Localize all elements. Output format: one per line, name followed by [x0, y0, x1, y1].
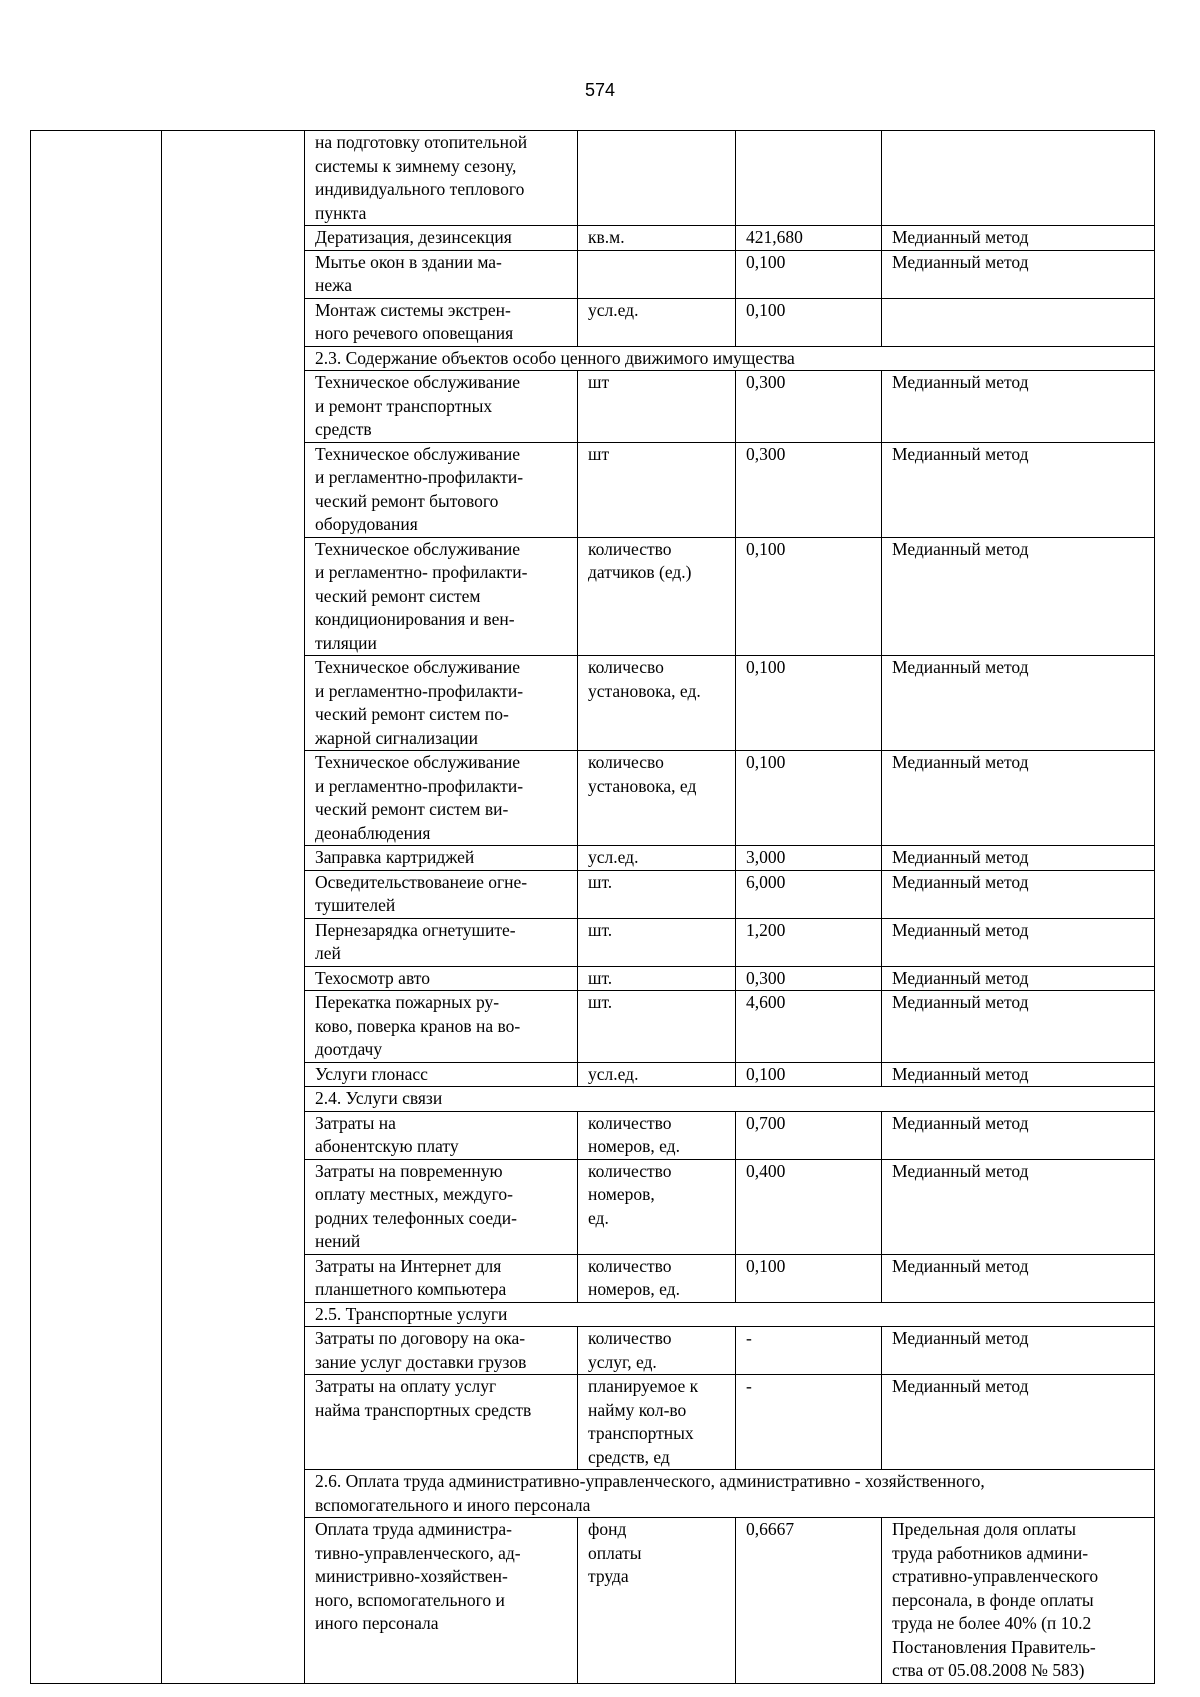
item-name-cell: Затраты на абонентскую плату — [305, 1111, 578, 1159]
unit-cell: кв.м. — [578, 226, 736, 251]
value-cell: - — [736, 1375, 882, 1470]
value-cell: 0,100 — [736, 751, 882, 846]
unit-cell: фонд оплаты труда — [578, 1518, 736, 1684]
section-heading: 2.5. Транспортные услуги — [305, 1302, 1155, 1327]
value-cell: 3,000 — [736, 846, 882, 871]
method-cell — [882, 131, 1155, 226]
item-name-cell: Перекатка пожарных ру- ково, поверка кранов на во- доотдачу — [305, 991, 578, 1063]
value-cell: 0,100 — [736, 298, 882, 346]
method-cell: Медианный метод — [882, 656, 1155, 751]
method-cell: Медианный метод — [882, 371, 1155, 443]
item-name-cell: Затраты на оплату услуг найма транспортных средств — [305, 1375, 578, 1470]
method-cell: Медианный метод — [882, 537, 1155, 656]
section-heading: 2.6. Оплата труда административно-управленческого, административно - хозяйственного, вспомогательного и иного персонала — [305, 1470, 1155, 1518]
unit-cell: усл.ед. — [578, 298, 736, 346]
left-merged-cell-2 — [162, 131, 305, 1684]
item-name-cell: на подготовку отопительной системы к зимнему сезону, индивидуального теплового пункта — [305, 131, 578, 226]
value-cell: 421,680 — [736, 226, 882, 251]
unit-cell: шт. — [578, 918, 736, 966]
page-number: 574 — [584, 80, 616, 100]
value-cell: 6,000 — [736, 870, 882, 918]
value-cell: - — [736, 1327, 882, 1375]
item-name-cell: Пернезарядка огнетушите- лей — [305, 918, 578, 966]
item-name-cell: Техническое обслуживание и регламентно- профилакти- ческий ремонт систем кондиционирования и вен- тиляции — [305, 537, 578, 656]
cost-norms-table — [30, 130, 1155, 1684]
method-cell: Медианный метод — [882, 1111, 1155, 1159]
left-merged-cell-1 — [31, 131, 162, 1684]
method-cell: Медианный метод — [882, 751, 1155, 846]
method-cell: Предельная доля оплаты труда работников админи- стративно-управленческого персонала, в фонде оплаты труда не более 40% (п 10.2 Постановления Правитель- ства от 05.08.2008 № 583) — [882, 1518, 1155, 1684]
item-name-cell: Монтаж системы экстрен- ного речевого оповещания — [305, 298, 578, 346]
unit-cell: количесво установока, ед — [578, 751, 736, 846]
method-cell: Медианный метод — [882, 918, 1155, 966]
item-name-cell: Техническое обслуживание и регламентно-профилакти- ческий ремонт систем по- жарной сигнализации — [305, 656, 578, 751]
value-cell: 0,100 — [736, 1254, 882, 1302]
value-cell: 0,400 — [736, 1159, 882, 1254]
value-cell: 0,6667 — [736, 1518, 882, 1684]
item-name-cell: Техническое обслуживание и регламентно-профилакти- ческий ремонт бытового оборудования — [305, 442, 578, 537]
item-name-cell: Заправка картриджей — [305, 846, 578, 871]
item-name-cell: Дератизация, дезинсекция — [305, 226, 578, 251]
method-cell: Медианный метод — [882, 226, 1155, 251]
table-body — [31, 131, 1155, 1684]
unit-cell: шт — [578, 442, 736, 537]
unit-cell: количество номеров, ед. — [578, 1111, 736, 1159]
unit-cell: шт — [578, 371, 736, 443]
section-heading: 2.3. Содержание объектов особо ценного движимого имущества — [305, 346, 1155, 371]
item-name-cell: Осведительствованеие огне- тушителей — [305, 870, 578, 918]
unit-cell: количество номеров, ед. — [578, 1159, 736, 1254]
method-cell: Медианный метод — [882, 870, 1155, 918]
method-cell: Медианный метод — [882, 1159, 1155, 1254]
unit-cell: шт. — [578, 991, 736, 1063]
item-name-cell: Техническое обслуживание и регламентно-профилакти- ческий ремонт систем ви- деонаблюдения — [305, 751, 578, 846]
unit-cell: планируемое к найму кол-во транспортных средств, ед — [578, 1375, 736, 1470]
unit-cell: количество датчиков (ед.) — [578, 537, 736, 656]
method-cell — [882, 298, 1155, 346]
unit-cell: усл.ед. — [578, 1062, 736, 1087]
method-cell: Медианный метод — [882, 1375, 1155, 1470]
method-cell: Медианный метод — [882, 991, 1155, 1063]
item-name-cell: Техосмотр авто — [305, 966, 578, 991]
value-cell: 0,100 — [736, 250, 882, 298]
unit-cell: количесво установока, ед. — [578, 656, 736, 751]
item-name-cell: Услуги глонасс — [305, 1062, 578, 1087]
value-cell: 1,200 — [736, 918, 882, 966]
value-cell: 0,300 — [736, 371, 882, 443]
value-cell — [736, 131, 882, 226]
value-cell: 0,100 — [736, 537, 882, 656]
unit-cell — [578, 250, 736, 298]
value-cell: 0,100 — [736, 1062, 882, 1087]
unit-cell: шт. — [578, 966, 736, 991]
method-cell: Медианный метод — [882, 1062, 1155, 1087]
unit-cell: количество услуг, ед. — [578, 1327, 736, 1375]
item-name-cell: Затраты на Интернет для планшетного компьютера — [305, 1254, 578, 1302]
item-name-cell: Техническое обслуживание и ремонт транспортных средств — [305, 371, 578, 443]
value-cell: 0,100 — [736, 656, 882, 751]
section-heading: 2.4. Услуги связи — [305, 1087, 1155, 1112]
method-cell: Медианный метод — [882, 966, 1155, 991]
unit-cell: количество номеров, ед. — [578, 1254, 736, 1302]
item-name-cell: Мытье окон в здании ма- нежа — [305, 250, 578, 298]
item-name-cell: Затраты по договору на ока- зание услуг доставки грузов — [305, 1327, 578, 1375]
method-cell: Медианный метод — [882, 442, 1155, 537]
value-cell: 0,300 — [736, 966, 882, 991]
unit-cell: усл.ед. — [578, 846, 736, 871]
method-cell: Медианный метод — [882, 1254, 1155, 1302]
method-cell: Медианный метод — [882, 846, 1155, 871]
method-cell: Медианный метод — [882, 250, 1155, 298]
item-name-cell: Оплата труда администра- тивно-управленческого, ад- министривно-хозяйствен- ного, вспомогательного и иного персонала — [305, 1518, 578, 1684]
value-cell: 4,600 — [736, 991, 882, 1063]
unit-cell — [578, 131, 736, 226]
item-name-cell: Затраты на повременную оплату местных, междуго- родних телефонных соеди- нений — [305, 1159, 578, 1254]
value-cell: 0,300 — [736, 442, 882, 537]
unit-cell: шт. — [578, 870, 736, 918]
method-cell: Медианный метод — [882, 1327, 1155, 1375]
value-cell: 0,700 — [736, 1111, 882, 1159]
